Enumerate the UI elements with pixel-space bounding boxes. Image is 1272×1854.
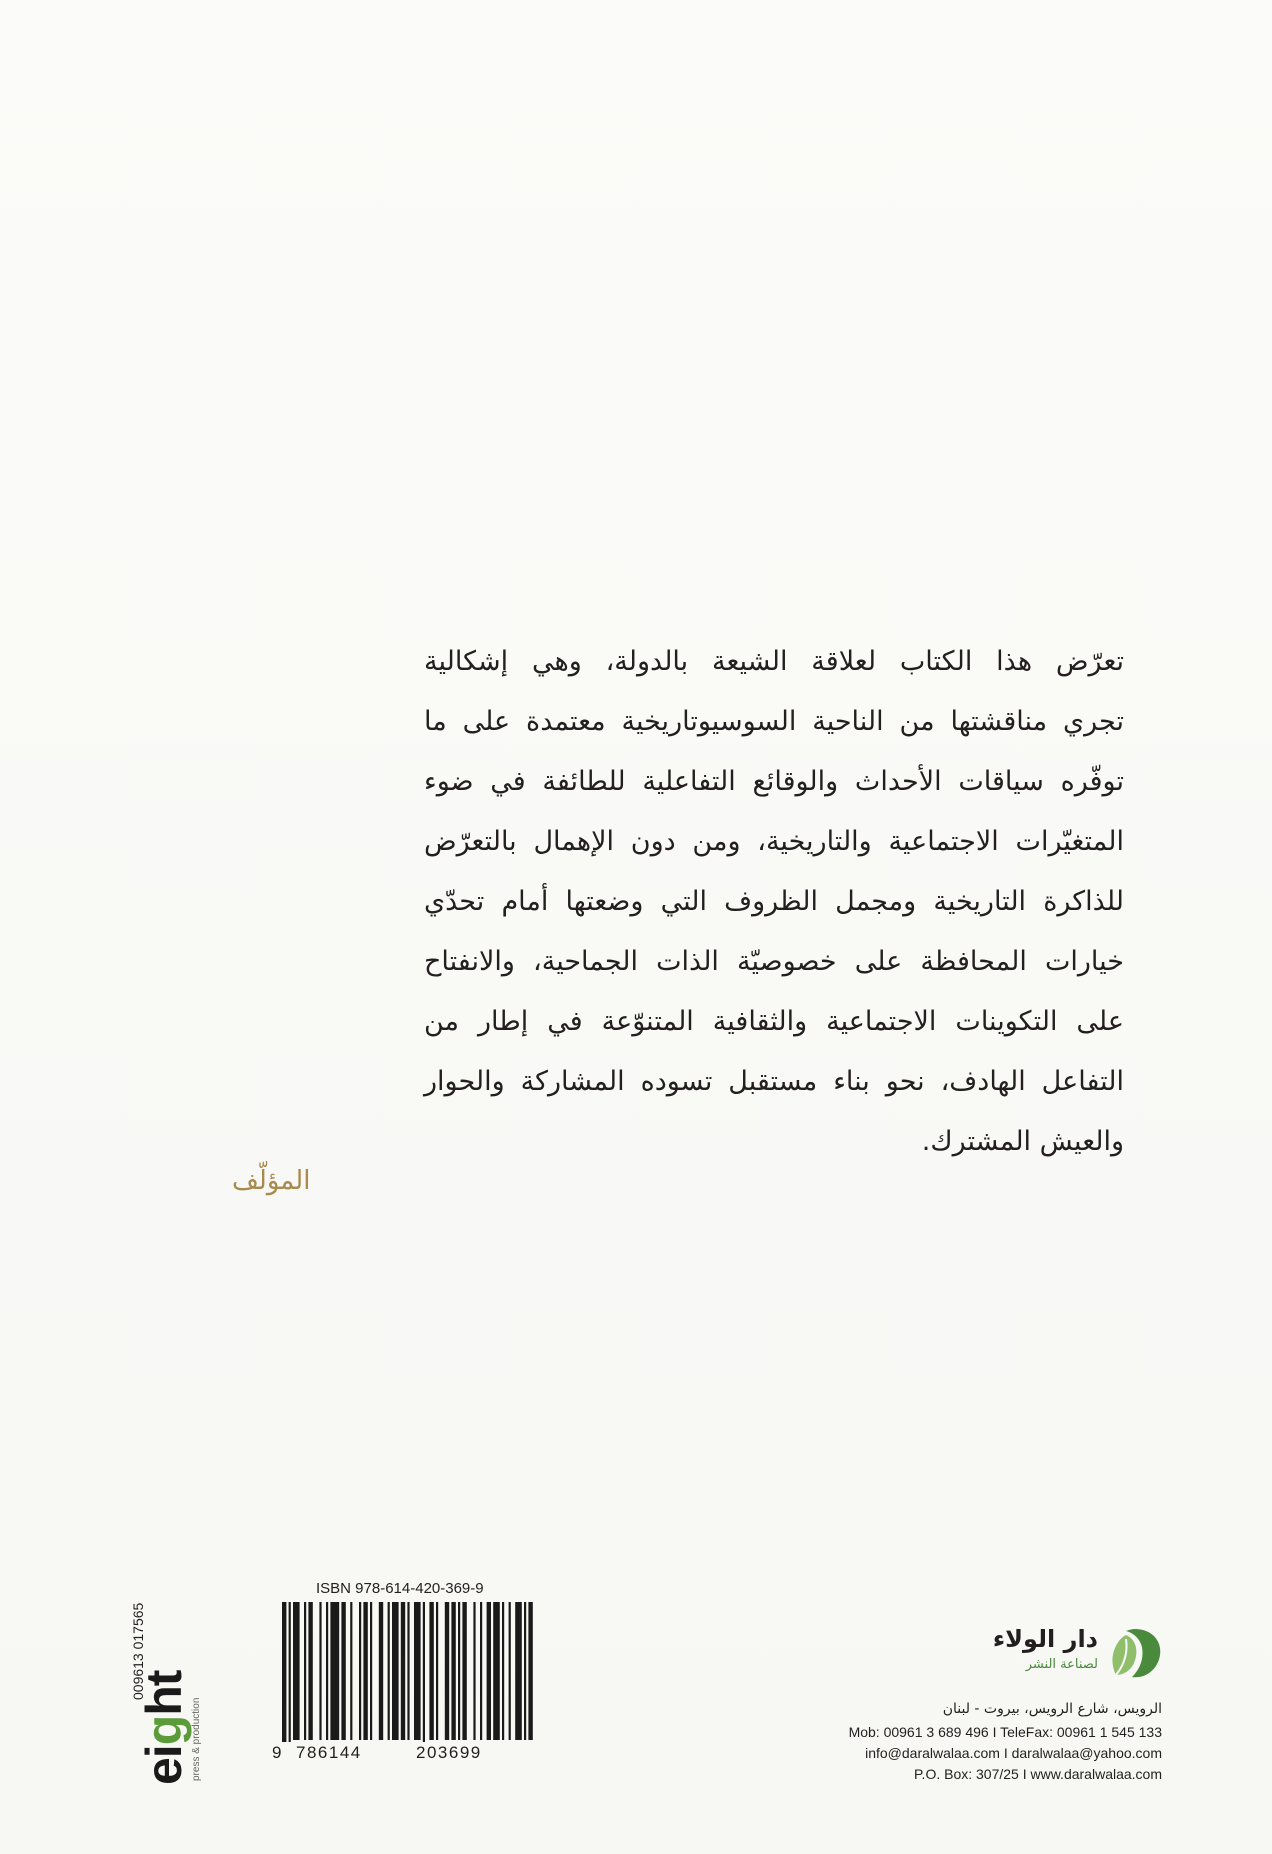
blurb-line: المتغيّرات الاجتماعية والتاريخية، ومن دون الإهمال بالتعرّض xyxy=(424,826,1124,857)
barcode-bar xyxy=(462,1602,466,1740)
publisher-pobox: P.O. Box: 307/25 I www.daralwalaa.com xyxy=(914,1766,1162,1782)
barcode-digits-left: 786144 xyxy=(296,1743,362,1762)
barcode-bar xyxy=(436,1602,438,1740)
publisher-emails: info@daralwalaa.com I daralwalaa@yahoo.com xyxy=(865,1745,1162,1761)
printer-phone: 009613 017565 xyxy=(130,1602,146,1700)
barcode-bar xyxy=(379,1602,383,1740)
barcode-bar xyxy=(423,1602,425,1742)
barcode-bar xyxy=(528,1602,532,1740)
barcode-bar xyxy=(363,1602,367,1740)
publisher-tagline: لصناعة النشر xyxy=(1025,1657,1098,1672)
barcode-digits-right: 203699 xyxy=(416,1743,482,1762)
barcode-bar xyxy=(304,1602,306,1740)
publisher-leaf-icon xyxy=(1106,1625,1164,1683)
isbn-label: ISBN 978-614-420-369-9 xyxy=(316,1580,484,1597)
publisher-phones: Mob: 00961 3 689 496 I TeleFax: 00961 1 545 133 xyxy=(848,1724,1162,1740)
barcode-bar xyxy=(493,1602,500,1740)
barcode-bar xyxy=(282,1602,286,1742)
barcode-bar xyxy=(370,1602,372,1740)
blurb-line: والعيش المشترك. xyxy=(921,1126,1124,1157)
blurb-line: توفّره سياقات الأحداث والوقائع التفاعلية للطائفة في ضوء xyxy=(424,766,1124,797)
printer-phone-wrap xyxy=(130,1603,146,1700)
barcode-bar xyxy=(350,1602,352,1740)
isbn-barcode xyxy=(268,1580,544,1770)
barcode-bar xyxy=(515,1602,522,1740)
barcode-bars xyxy=(268,1602,544,1742)
barcode-bar xyxy=(308,1602,312,1740)
barcode-bar xyxy=(341,1602,345,1740)
barcode-bar xyxy=(388,1602,390,1740)
printer-logo-word: eight xyxy=(136,1670,192,1785)
barcode-bar xyxy=(429,1602,433,1740)
author-signature: المؤلّف xyxy=(232,1166,311,1196)
barcode-bar xyxy=(451,1602,455,1740)
publisher-address: الرويس، شارع الرويس، بيروت - لبنان xyxy=(942,1701,1162,1717)
barcode-bar xyxy=(326,1602,328,1740)
barcode-bar xyxy=(445,1602,449,1740)
barcode-bar xyxy=(414,1602,421,1740)
barcode-digit-first: 9 xyxy=(272,1743,282,1762)
blurb-line: للذاكرة التاريخية ومجمل الظروف التي وضعتها أمام تحدّي xyxy=(424,886,1124,917)
barcode-bar xyxy=(289,1602,291,1742)
barcode-bar xyxy=(487,1602,491,1740)
publisher-name: دار الولاء xyxy=(992,1625,1098,1653)
barcode-bar xyxy=(401,1602,405,1740)
barcode-bar xyxy=(502,1602,504,1740)
barcode-bar xyxy=(458,1602,460,1740)
barcode-bar xyxy=(480,1602,482,1740)
barcode-bar xyxy=(293,1602,300,1740)
barcode-bar xyxy=(473,1602,475,1740)
barcode-bar xyxy=(524,1602,526,1740)
barcode-bar xyxy=(509,1602,511,1740)
barcode-bar xyxy=(392,1602,399,1740)
barcode-bar xyxy=(359,1602,361,1740)
barcode-bar xyxy=(330,1602,339,1740)
barcode-bar xyxy=(407,1602,409,1740)
barcode-bar xyxy=(319,1602,321,1740)
blurb-line: تعرّض هذا الكتاب لعلاقة الشيعة بالدولة، وهي إشكالية xyxy=(424,646,1124,677)
printer-logo-subtitle: press & production xyxy=(191,1697,202,1781)
blurb-text xyxy=(424,632,1124,1172)
blurb-line: خيارات المحافظة على خصوصيّة الذات الجماحية، والانفتاح xyxy=(424,946,1124,977)
publisher-block xyxy=(764,1625,1164,1795)
blurb-line: التفاعل الهادف، نحو بناء مستقبل تسوده المشاركة والحوار xyxy=(424,1066,1124,1097)
blurb-line: على التكوينات الاجتماعية والثقافية المتنوّعة في إطار من xyxy=(424,1006,1124,1037)
blurb-line: تجري مناقشتها من الناحية السوسيوتاريخية معتمدة على ما xyxy=(424,706,1124,737)
